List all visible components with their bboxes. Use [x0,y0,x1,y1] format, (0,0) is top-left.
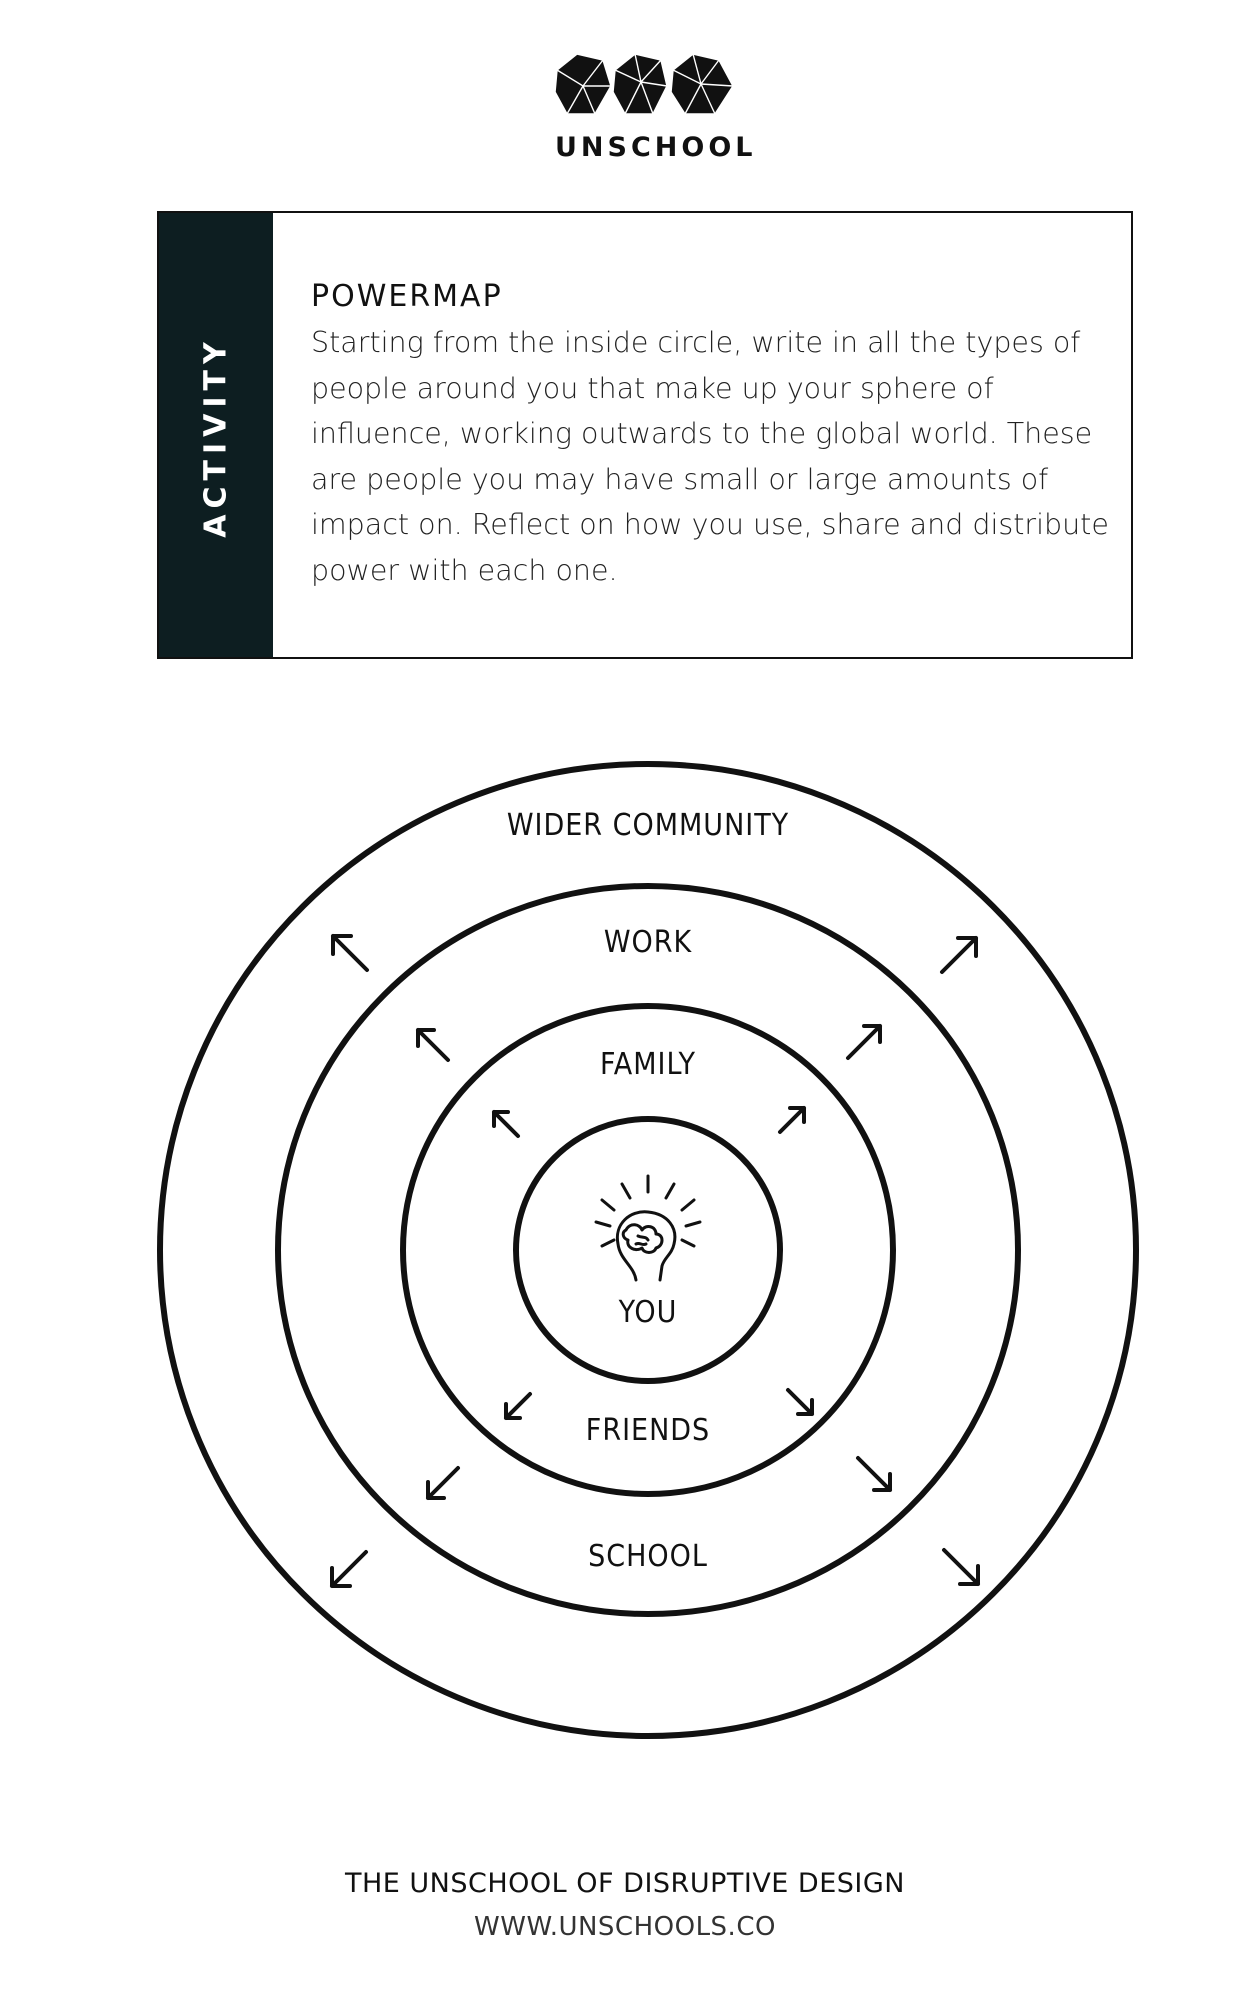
activity-tab [159,213,273,657]
arrow-up-left-icon [333,936,367,970]
hexagon-cubes-icon [555,52,735,122]
footer-url[interactable]: WWW.UNSCHOOLS.CO [474,1912,776,1942]
arrow-down-left-icon [428,1468,458,1498]
activity-card [157,211,1133,659]
label-work: WORK [603,925,693,960]
arrow-down-right-icon [944,1550,978,1584]
arrow-up-right-icon [780,1108,804,1132]
activity-tab-label: ACTIVITY [198,336,234,538]
unschool-logo [555,52,757,163]
ring-wider-community [160,764,1136,1736]
activity-title: POWERMAP [311,279,503,314]
logo-text: UNSCHOOL [555,132,757,163]
footer-title: THE UNSCHOOL OF DISRUPTIVE DESIGN [344,1868,906,1899]
arrow-up-right-icon [848,1026,880,1058]
arrow-up-left-icon [494,1112,518,1136]
label-you: YOU [618,1295,678,1330]
label-family: FAMILY [600,1047,696,1082]
arrow-down-right-icon [858,1458,890,1490]
powermap-diagram [140,740,1140,1760]
label-school: SCHOOL [588,1539,708,1574]
arrow-up-right-icon [942,938,976,972]
arrow-down-left-icon [332,1552,366,1586]
label-wider-community: WIDER COMMUNITY [506,808,790,843]
ring-work [278,886,1018,1614]
label-friends: FRIENDS [585,1413,711,1448]
head-with-brain-icon [596,1176,700,1280]
arrow-down-right-icon [788,1390,812,1414]
activity-description: Starting from the inside circle, write in all the types of people around you that make up your sphere of influence, working outwards to the global world. These are people you may have small or large amounts of impact on. Reflect on how you use, share and distribute power with each one. [311,326,1109,587]
arrow-up-left-icon [418,1030,448,1060]
ring-you [516,1119,780,1381]
activity-content [311,279,1111,593]
arrow-down-left-icon [506,1394,530,1418]
